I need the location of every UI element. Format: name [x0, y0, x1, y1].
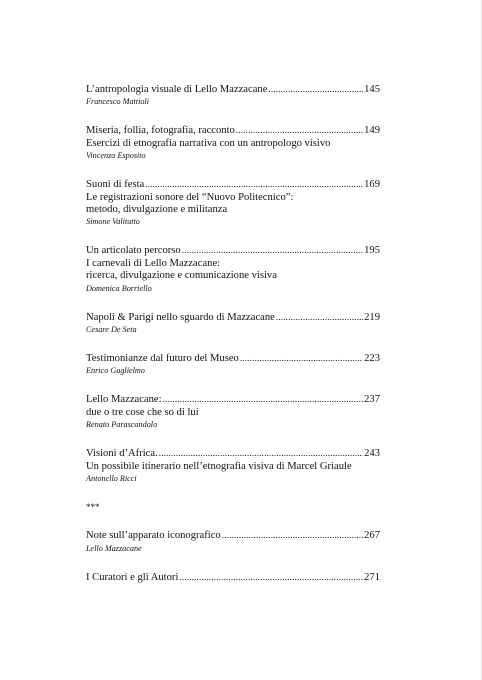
toc-entry[interactable]: [86, 83, 380, 107]
toc-entry[interactable]: [86, 352, 380, 376]
dot-leader: [182, 244, 363, 256]
toc-entry-line: [86, 447, 380, 460]
dot-leader: [236, 124, 363, 136]
toc-entry-title: Miseria, follia, fotografia, racconto: [86, 125, 235, 137]
toc-entry-page: 271: [364, 571, 380, 583]
dot-leader: [240, 352, 363, 364]
dot-leader: [179, 571, 363, 583]
toc-entry-page: 223: [364, 353, 380, 365]
toc-entry[interactable]: [86, 447, 380, 484]
toc-entry-line: [86, 529, 380, 542]
toc-entry-page: 219: [364, 311, 380, 323]
dot-leader: [145, 178, 363, 190]
toc-entry-title: Visioni d’Africa.: [86, 448, 158, 460]
toc-entry-subtitle: metodo, divulgazione e militanza: [86, 204, 228, 216]
toc-entry-subtitle: Esercizi di etnografia narrativa con un antropologo visivo: [86, 137, 331, 149]
toc-entry-line: [86, 244, 380, 257]
dot-leader: [268, 83, 363, 95]
toc-entry-page: 169: [364, 179, 380, 191]
toc-entry-author: Antonello Ricci: [86, 474, 137, 484]
toc-entry[interactable]: [86, 124, 380, 161]
toc-entry-line: [86, 124, 380, 137]
toc-entry-page: 195: [364, 245, 380, 257]
toc-entry-line: [86, 83, 380, 96]
toc-entry-author: Renato Parascandolo: [86, 420, 158, 430]
dot-leader: [159, 447, 363, 459]
toc-entry-title: Note sull’apparato iconografico: [86, 530, 221, 542]
toc-entry-page: 149: [364, 125, 380, 137]
toc-entry-page: 243: [364, 448, 380, 460]
toc-entry-page: 237: [364, 394, 380, 406]
toc-entry[interactable]: [86, 393, 380, 430]
toc-entry-page: 145: [364, 84, 380, 95]
table-of-contents: [86, 83, 380, 601]
toc-entry-subtitle: due o tre cose che so di lui: [86, 406, 199, 418]
toc-entry-page: 267: [364, 530, 380, 542]
toc-entry[interactable]: [86, 571, 380, 584]
toc-entry[interactable]: [86, 529, 380, 553]
toc-entry-line: [86, 178, 380, 191]
toc-entry-subtitle: I carnevali di Lello Mazzacane:: [86, 257, 221, 269]
toc-entry-title: L’antropologia visuale di Lello Mazzacane: [86, 84, 268, 95]
toc-entry-subtitle: Le registrazioni sonore del “Nuovo Politecnico”:: [86, 191, 294, 203]
toc-entry-line: [86, 393, 380, 406]
toc-entry-author: Enrico Guglielmo: [86, 366, 145, 376]
toc-entry-author: Vincenzo Esposito: [86, 151, 146, 161]
toc-entry[interactable]: [86, 244, 380, 293]
dot-leader: [222, 529, 363, 541]
toc-entry-subtitle: ricerca, divulgazione e comunicazione visiva: [86, 270, 277, 282]
dot-leader: [163, 393, 364, 405]
dot-leader: [276, 311, 363, 323]
toc-entry-line: [86, 352, 380, 365]
toc-entry[interactable]: [86, 178, 380, 227]
toc-entry-author: Simone Valitutto: [86, 217, 140, 227]
toc-entry-subtitle: Un possibile itinerario nell’etnografia visiva di Marcel Griaule: [86, 460, 352, 472]
toc-entry-title: Lello Mazzacane:: [86, 394, 162, 406]
toc-entry[interactable]: [86, 311, 380, 335]
toc-entry-line: [86, 311, 380, 324]
toc-entry-author: Francesco Mattioli: [86, 97, 149, 107]
toc-entry-title: Un articolato percorso: [86, 245, 181, 257]
toc-entry-title: I Curatori e gli Autori: [86, 571, 179, 583]
toc-entry-author: Domenica Borriello: [86, 283, 152, 293]
section-separator: ***: [86, 502, 100, 513]
toc-entry-title: Napoli & Parigi nello sguardo di Mazzacane: [86, 311, 275, 323]
toc-entry-line: [86, 571, 380, 584]
toc-entry-title: Suoni di festa: [86, 179, 145, 191]
toc-entry-title: Testimonianze dal futuro del Museo: [86, 353, 239, 365]
toc-entry-author: Lello Mazzacane: [86, 543, 142, 553]
toc-entry-author: Cesare De Seta: [86, 325, 137, 335]
